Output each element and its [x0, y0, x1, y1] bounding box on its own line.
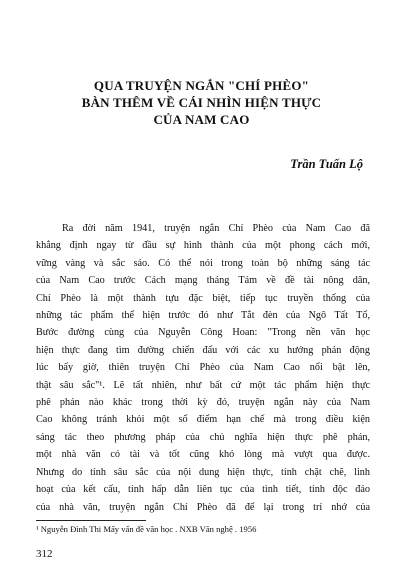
title-line: BÀN THÊM VỀ CÁI NHÌN HIỆN THỰC	[81, 95, 322, 110]
body-line: vững vàng và sắc sảo. Có thể nói trong toàn bộ những sáng tác	[36, 257, 370, 269]
body-line: Chí Phèo là một thành tựu đặc biệt, tiếp tục truyền thống của	[36, 292, 370, 304]
body-line: lúc bấy giờ, thiên truyện Chí Phèo của Nam Cao nổi bật lên,	[36, 362, 370, 374]
body-line: một nhà văn có tài và tốt cũng khó lòng mà vượt qua được.	[36, 449, 370, 461]
page-number: 312	[36, 548, 53, 560]
article-title	[0, 77, 403, 128]
body-line: của Nam Cao trước Cách mạng tháng Tám về đề tài nông dân,	[36, 275, 370, 287]
author-name: Trần Tuấn Lộ	[290, 157, 363, 171]
title-line: CỦA NAM CAO	[153, 112, 250, 127]
title-line: QUA TRUYỆN NGẮN "CHÍ PHÈO"	[93, 78, 310, 93]
body-text	[36, 220, 370, 516]
body-line: hiện thực đang tìm đường chiến đấu với các xu hướng phản động	[36, 344, 370, 356]
body-line: sáng tác theo phương pháp của chủ nghĩa hiện thực phê phán,	[36, 431, 370, 443]
footnote: ¹ Nguyễn Đình Thi Mấy vấn đề văn học . NXB Văn nghệ . 1956	[36, 524, 257, 534]
footnote-divider	[36, 520, 146, 521]
body-line: Nhưng do tính sâu sắc của nội dung hiện thực, tính chặt chẽ, linh	[36, 466, 370, 478]
body-line: Ra đời năm 1941, truyện ngắn Chí Phèo của Nam Cao đã	[62, 223, 370, 234]
body-line: thật sâu sắc"¹. Lẽ tất nhiên, như bất cứ một tác phẩm hiện thực	[36, 379, 370, 391]
body-line: những tác phẩm thể hiện trước đó như Tắt đèn của Ngô Tất Tố,	[36, 310, 370, 322]
body-line: phê phán nào khác trong thời kỳ đó, truyện ngắn này của Nam	[36, 397, 370, 409]
body-line: của nhà văn, truyện ngắn Chí Phèo đã để lại trong trí nhớ của	[36, 501, 370, 513]
body-line: Bước đường cùng của Nguyễn Công Hoan: "Trong nền văn học	[36, 327, 370, 339]
body-line: Cao không tránh khỏi một số điểm hạn chế mà trong điều kiện	[36, 414, 370, 426]
body-line: hoạt của kết cấu, tính hấp dẫn liên tục của tình tiết, tính độc đáo	[36, 484, 370, 496]
body-line: khẳng định ngay từ đầu sự hình thành của một phong cách mới,	[36, 240, 370, 252]
